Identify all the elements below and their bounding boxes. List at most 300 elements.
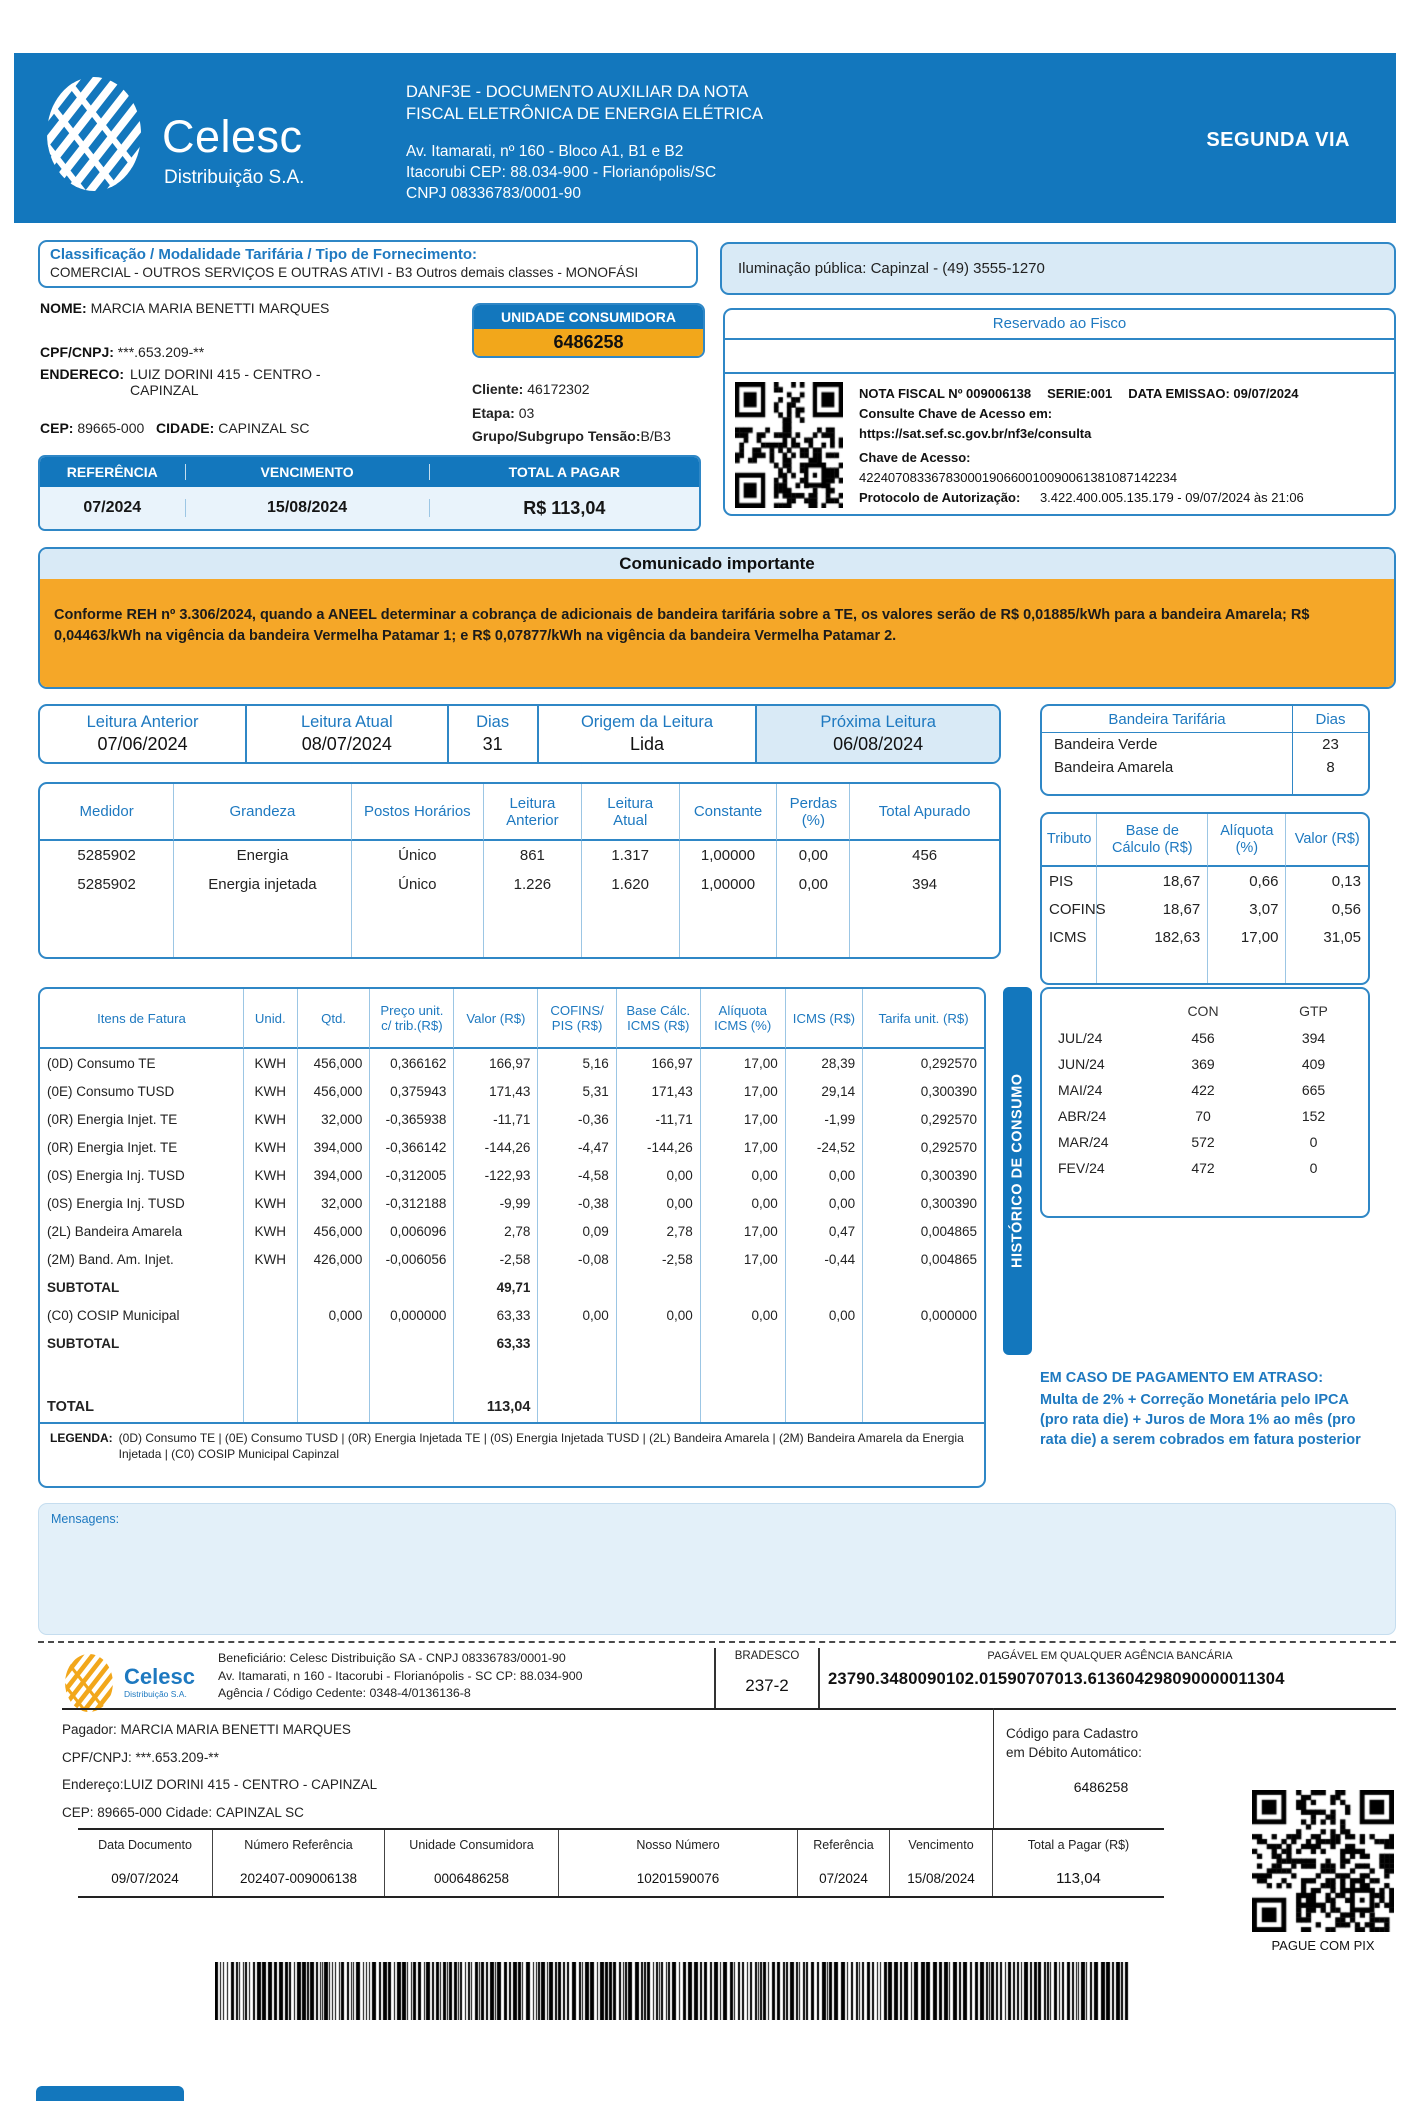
tariff-flag-days-header: Dias <box>1292 706 1368 733</box>
cell: SUBTOTAL <box>40 1329 244 1357</box>
meter-table-grid <box>40 784 999 957</box>
cell <box>1097 951 1208 983</box>
cell: Alíquota ICMS (%) <box>701 989 786 1049</box>
cell: KWH <box>244 1105 298 1133</box>
cell <box>863 1273 984 1301</box>
cell: 0,00 <box>786 1301 863 1329</box>
cell: -144,26 <box>617 1133 701 1161</box>
slip-table-header: Número Referência <box>244 1838 353 1852</box>
cpf-label: CPF/CNPJ: <box>40 344 114 360</box>
invoice-items-grid <box>40 989 984 1486</box>
cell: (0S) Energia Inj. TUSD <box>40 1189 244 1217</box>
cell <box>538 1392 616 1422</box>
customer-cpf: ***.653.209-** <box>117 344 205 360</box>
cell <box>538 1329 616 1357</box>
cell: (2M) Band. Am. Injet. <box>40 1245 244 1273</box>
messages-box <box>38 1503 1396 1635</box>
reading-cell-3 <box>539 706 758 762</box>
cell: 2,78 <box>454 1217 538 1245</box>
customer-cep: 89665-000 <box>77 420 145 436</box>
cell: 0,00 <box>701 1301 786 1329</box>
cell <box>863 1392 984 1422</box>
cell: 1.317 <box>582 841 680 870</box>
fiscal-qr-code <box>735 382 843 508</box>
slip-table-header: Unidade Consumidora <box>409 1838 534 1852</box>
cell: COFINS/ PIS (R$) <box>538 989 616 1049</box>
invoice-item-row <box>40 1105 984 1133</box>
via-label: SEGUNDA VIA <box>1206 129 1350 151</box>
history-header-row <box>1042 997 1368 1025</box>
reading-label: Leitura Anterior <box>86 713 199 731</box>
cell <box>1286 951 1368 983</box>
cell: 0,47 <box>786 1217 863 1245</box>
cell: -144,26 <box>454 1133 538 1161</box>
cell: GTP <box>1299 1003 1328 1019</box>
cell: 0,300390 <box>920 1195 977 1211</box>
cell: 0,00 <box>617 1189 701 1217</box>
fiscal-box-content <box>725 374 1394 516</box>
cell: 0,300390 <box>920 1167 977 1183</box>
cell: 456,000 <box>298 1077 371 1105</box>
slip-table-value: 202407-009006138 <box>239 1870 358 1886</box>
cell: 18,67 <box>1097 895 1208 923</box>
cell: Qtd. <box>298 989 371 1049</box>
items-filler <box>40 1357 984 1392</box>
cell: 17,00 <box>701 1133 786 1161</box>
reading-cell-4 <box>757 706 999 762</box>
slip-table-header: Vencimento <box>908 1838 974 1852</box>
history-side-label: HISTÓRICO DE CONSUMO <box>1009 1073 1026 1269</box>
grupo-label: Grupo/Subgrupo Tensão: <box>472 428 641 444</box>
cell: Itens de Fatura <box>40 989 244 1049</box>
cell: 394,000 <box>298 1133 371 1161</box>
cell <box>298 1392 371 1422</box>
cell <box>701 1392 786 1422</box>
name-label: NOME: <box>40 300 87 316</box>
customer-address-line <box>40 366 370 398</box>
etapa-value: 03 <box>518 405 535 421</box>
flag-days: 8 <box>1292 756 1368 779</box>
payer-line: Endereço:LUIZ DORINI 415 - CENTRO - CAPINZAL <box>62 1777 378 1792</box>
cell <box>1208 951 1286 983</box>
notice-title: Comunicado importante <box>40 549 1394 579</box>
cell: 0,56 <box>1331 900 1361 918</box>
cell: 0,00 <box>786 1161 863 1189</box>
etapa-label: Etapa: <box>472 405 515 421</box>
cell: Energia <box>174 841 351 870</box>
sat-url: https://sat.sef.sc.gov.br/nf3e/consulta <box>859 426 1092 441</box>
slip-table-column <box>890 1830 993 1896</box>
grupo-line <box>472 428 671 444</box>
cell: -0,365938 <box>370 1105 454 1133</box>
next-page-strip <box>36 2086 184 2101</box>
slip-table-value: 07/2024 <box>819 1870 868 1886</box>
cell: MAR/24 <box>1058 1134 1109 1150</box>
cell: TOTAL <box>40 1392 244 1422</box>
referencia-header: REFERÊNCIA <box>40 464 186 480</box>
vencimento-header: VENCIMENTO <box>186 464 430 480</box>
cell: Valor (R$) <box>1286 814 1368 867</box>
access-key-hint <box>859 404 1304 424</box>
address-line1: Av. Itamarati, nº 160 - Bloco A1, B1 e B2 <box>406 143 684 160</box>
grupo-value: B/B3 <box>640 428 671 444</box>
cell: (C0) COSIP Municipal <box>40 1301 244 1329</box>
celesc-globe-icon <box>62 1652 116 1714</box>
cell <box>352 899 484 957</box>
slip-table-value: 15/08/2024 <box>907 1870 975 1886</box>
items-header-row <box>40 989 984 1049</box>
reading-label: Próxima Leitura <box>820 713 936 731</box>
slip-table-header: Referência <box>813 1838 874 1852</box>
meter-table <box>38 782 1001 959</box>
fiscal-box <box>723 308 1396 516</box>
cell: 0,00 <box>538 1301 616 1329</box>
invoice-item-row <box>40 1161 984 1189</box>
cell: 28,39 <box>786 1049 863 1077</box>
cell: KWH <box>244 1161 298 1189</box>
cell: 17,00 <box>701 1049 786 1077</box>
cell: 5,16 <box>538 1049 616 1077</box>
etapa-line <box>472 405 534 421</box>
history-row <box>1042 1077 1368 1103</box>
cell: 0,00 <box>701 1189 786 1217</box>
invoice-item-row <box>40 1133 984 1161</box>
cell: 0,000000 <box>370 1301 454 1329</box>
cell <box>40 1357 244 1392</box>
doc-title-line2: FISCAL ELETRÔNICA DE ENERGIA ELÉTRICA <box>406 105 763 123</box>
slip-table-column <box>993 1830 1164 1896</box>
referencia-value: 07/2024 <box>40 499 186 517</box>
cell <box>538 1273 616 1301</box>
cell: Medidor <box>40 784 174 841</box>
classification-label: Classificação / Modalidade Tarifária / Tipo de Fornecimento: <box>50 246 478 263</box>
boleto-digitable-line: 23790.3480090102.01590707013.613604298090000011304 <box>828 1669 1285 1688</box>
slip-brand-sub: Distribuição S.A. <box>124 1689 187 1699</box>
cell: 152 <box>1301 1108 1326 1124</box>
cell: Único <box>352 841 484 870</box>
flag-filler <box>1042 779 1292 794</box>
flag-name: Bandeira Verde <box>1054 736 1158 753</box>
late-payment-box <box>1040 1368 1378 1450</box>
cell: Leitura Atual <box>582 784 680 841</box>
cell: -0,38 <box>538 1189 616 1217</box>
cell: SUBTOTAL <box>40 1273 244 1301</box>
brand-name: Celesc <box>162 111 303 162</box>
cell: -0,312005 <box>370 1161 454 1189</box>
cell <box>298 1357 371 1392</box>
flag-filler <box>1292 779 1368 794</box>
cell: Tarifa unit. (R$) <box>863 989 984 1049</box>
history-side-bar <box>1003 987 1032 1355</box>
cell: 1,00000 <box>680 870 778 899</box>
cell: 0,00 <box>777 870 850 899</box>
slip-divider <box>62 1708 1396 1710</box>
cell: ABR/24 <box>1058 1108 1107 1124</box>
cell <box>850 899 999 957</box>
cell: 1.620 <box>582 870 680 899</box>
invoice-series: SERIE:001 <box>1047 386 1113 401</box>
legend <box>40 1422 984 1486</box>
cell: (0S) Energia Inj. TUSD <box>40 1161 244 1189</box>
cell: Constante <box>680 784 778 841</box>
cell <box>582 899 680 957</box>
client-label: Cliente: <box>472 381 524 397</box>
auto-debit-line2: em Débito Automático: <box>1006 1745 1142 1760</box>
reading-cell-2 <box>449 706 539 762</box>
cell: (2L) Bandeira Amarela <box>40 1217 244 1245</box>
cell: -0,44 <box>786 1245 863 1273</box>
slip-table-value: 09/07/2024 <box>111 1870 179 1886</box>
classification-value: COMERCIAL - OUTROS SERVIÇOS E OUTRAS ATIVI - B3 Outros demais classes - MONOFÁSI <box>50 265 639 280</box>
debit-divider <box>993 1708 994 1828</box>
reading-cell-1 <box>247 706 448 762</box>
slip-table-column <box>385 1830 559 1896</box>
cell: 0,00 <box>786 1189 863 1217</box>
payer-line: CEP: 89665-000 Cidade: CAPINZAL SC <box>62 1804 304 1820</box>
history-row <box>1042 1129 1368 1155</box>
beneficiary-line3: Agência / Código Cedente: 0348-4/0136136-8 <box>218 1686 471 1700</box>
auto-debit-code: 6486258 <box>1073 1779 1129 1795</box>
tax-table <box>1040 812 1370 985</box>
cell: Preço unit. c/ trib.(R$) <box>370 989 454 1049</box>
reading-bar <box>38 704 1001 764</box>
cell: KWH <box>244 1245 298 1273</box>
cell <box>680 899 778 957</box>
cell: 18,67 <box>1097 867 1208 895</box>
cell: 49,71 <box>454 1273 538 1301</box>
cell: 0,004865 <box>920 1251 977 1267</box>
tax-header-row <box>1042 814 1368 867</box>
history-row <box>1042 1051 1368 1077</box>
invoice-number: NOTA FISCAL Nº 009006138 <box>859 386 1032 401</box>
cell: COFINS <box>1042 895 1097 923</box>
cell <box>1042 997 1147 1025</box>
pix-qr-code <box>1252 1790 1394 1932</box>
reading-label: Leitura Atual <box>300 713 393 731</box>
reading-label: Origem da Leitura <box>580 713 714 731</box>
cell: -11,71 <box>454 1105 538 1133</box>
cell: 0,006096 <box>370 1217 454 1245</box>
cell: 113,04 <box>454 1392 538 1422</box>
cell: 456 <box>1191 1030 1215 1046</box>
bank-code-box <box>714 1648 820 1708</box>
access-key-url <box>859 424 1304 444</box>
fiscal-text-block <box>859 382 1304 508</box>
cell: 0,00 <box>777 841 850 870</box>
cell <box>701 1329 786 1357</box>
consumer-unit-label: UNIDADE CONSUMIDORA <box>474 305 703 329</box>
cell: 0,00 <box>617 1301 701 1329</box>
cell <box>617 1329 701 1357</box>
cell: 861 <box>484 841 582 870</box>
cell: 0,000000 <box>920 1307 977 1323</box>
cell <box>40 899 174 957</box>
slip-table-header: Nosso Número <box>636 1838 720 1852</box>
fiscal-box-spacer <box>725 340 1394 374</box>
cell: 70 <box>1195 1108 1211 1124</box>
slip-table-value: 113,04 <box>1056 1869 1101 1887</box>
cell: FEV/24 <box>1058 1160 1105 1176</box>
cell: 409 <box>1301 1056 1326 1072</box>
cell: Base de Cálculo (R$) <box>1097 814 1208 867</box>
auto-debit-block <box>1006 1724 1231 1797</box>
cell: Tributo <box>1042 814 1097 867</box>
legend-text: (0D) Consumo TE | (0E) Consumo TUSD | (0R) Energia Injetada TE | (0S) Energia Injetada TUSD | (2L) Bandeira Amarela | (2M) Bandeira Amarela da Energia Injetada | (C0) COSIP Municipal Capinzal <box>118 1431 964 1461</box>
address-label: ENDERECO: <box>40 366 125 382</box>
cell: MAI/24 <box>1058 1082 1103 1098</box>
cell: (0R) Energia Injet. TE <box>40 1133 244 1161</box>
payer-block <box>62 1716 782 1826</box>
cell: -0,08 <box>538 1245 616 1273</box>
slip-table-column <box>559 1830 798 1896</box>
cell: Perdas (%) <box>777 784 850 841</box>
cell <box>298 1329 371 1357</box>
slip-summary-table <box>78 1828 1164 1898</box>
cell: 32,000 <box>298 1189 371 1217</box>
cell: Energia injetada <box>174 870 351 899</box>
cell: JUL/24 <box>1058 1030 1103 1046</box>
reading-cell-0 <box>40 706 247 762</box>
bank-name: BRADESCO <box>734 1650 800 1662</box>
cell: 0 <box>1309 1160 1318 1176</box>
invoice-item-row <box>40 1273 984 1301</box>
cell: (0R) Energia Injet. TE <box>40 1105 244 1133</box>
tariff-flag-box <box>1040 704 1370 796</box>
cell <box>484 899 582 957</box>
cell: 17,00 <box>701 1077 786 1105</box>
cell <box>370 1357 454 1392</box>
cell: -0,312188 <box>370 1189 454 1217</box>
totals-bar-values <box>40 487 699 529</box>
tax-table-grid <box>1042 814 1368 983</box>
customer-city: CAPINZAL SC <box>218 420 310 436</box>
customer-address: LUIZ DORINI 415 - CENTRO - CAPINZAL <box>130 366 321 398</box>
cell: -0,36 <box>538 1105 616 1133</box>
cell: 29,14 <box>786 1077 863 1105</box>
totals-bar-header <box>40 457 699 487</box>
invoice-emission-date: DATA EMISSAO: 09/07/2024 <box>1128 386 1299 401</box>
cell <box>298 1273 371 1301</box>
cell: 171,43 <box>617 1077 701 1105</box>
tax-row <box>1042 895 1368 923</box>
cell: CON <box>1187 1003 1219 1019</box>
cell: 182,63 <box>1097 923 1208 951</box>
cell: 0 <box>1309 1134 1318 1150</box>
cell: Único <box>352 870 484 899</box>
invoice-items-table <box>38 987 986 1488</box>
cell: 0,292570 <box>920 1139 977 1155</box>
reading-value: 31 <box>482 734 503 754</box>
cell: Valor (R$) <box>454 989 538 1049</box>
reading-value: 08/07/2024 <box>301 734 392 754</box>
cell: 0,292570 <box>920 1055 977 1071</box>
tariff-flag-title: Bandeira Tarifária <box>1042 706 1292 733</box>
customer-cpf-line <box>40 344 204 360</box>
late-payment-title: EM CASO DE PAGAMENTO EM ATRASO: <box>1040 1370 1324 1386</box>
meter-filler <box>40 899 999 957</box>
total-a-pagar-value: R$ 113,04 <box>523 497 606 518</box>
cell: 0,004865 <box>920 1223 977 1239</box>
cell: Postos Horários <box>352 784 484 841</box>
cell: 63,33 <box>454 1329 538 1357</box>
cell: 422 <box>1191 1082 1215 1098</box>
cell <box>786 1329 863 1357</box>
customer-cep-line <box>40 420 309 436</box>
cell: 0,000 <box>298 1301 371 1329</box>
total-a-pagar-header: TOTAL A PAGAR <box>508 464 621 480</box>
payable-anywhere-label: PAGÁVEL EM QUALQUER AGÊNCIA BANCÁRIA <box>987 1650 1233 1662</box>
cell: KWH <box>244 1189 298 1217</box>
public-lighting-box <box>720 242 1396 295</box>
vencimento-value: 15/08/2024 <box>186 499 430 517</box>
cell <box>454 1357 538 1392</box>
access-key-label: Chave de Acesso: <box>859 450 971 465</box>
cell <box>370 1273 454 1301</box>
cell <box>244 1329 298 1357</box>
cell: JUN/24 <box>1058 1056 1105 1072</box>
cell <box>244 1392 298 1422</box>
cell: 17,00 <box>701 1105 786 1133</box>
cell: Total Apurado <box>850 784 999 841</box>
messages-label: Mensagens: <box>51 1512 120 1526</box>
cell: Unid. <box>244 989 298 1049</box>
cell <box>244 1357 298 1392</box>
invoice-item-row <box>40 1049 984 1077</box>
bank-code: 237-2 <box>745 1676 789 1695</box>
cell: KWH <box>244 1049 298 1077</box>
cep-label: CEP: <box>40 420 74 436</box>
city-label: CIDADE: <box>155 420 215 436</box>
cell: 369 <box>1191 1056 1215 1072</box>
cell: -2,58 <box>617 1245 701 1273</box>
cell: PIS <box>1042 867 1097 895</box>
slip-celesc-logo <box>62 1652 195 1714</box>
cell: 0,66 <box>1208 867 1286 895</box>
reading-value: 06/08/2024 <box>833 734 924 754</box>
client-line <box>472 381 590 397</box>
items-total-row <box>40 1392 984 1422</box>
cell: ICMS <box>1042 923 1097 951</box>
cell <box>538 1357 616 1392</box>
cell <box>786 1392 863 1422</box>
fiscal-box-title: Reservado ao Fisco <box>725 310 1394 340</box>
cell: 394 <box>912 876 938 893</box>
cell: 5,31 <box>538 1077 616 1105</box>
cell: -1,99 <box>786 1105 863 1133</box>
consult-label: Consulte Chave de Acesso em: <box>859 406 1053 421</box>
cell <box>863 1357 984 1392</box>
doc-title-line1: DANF3E - DOCUMENTO AUXILIAR DA NOTA <box>406 83 749 101</box>
totals-bar <box>38 455 701 531</box>
cell: 572 <box>1191 1134 1215 1150</box>
cell: -4,47 <box>538 1133 616 1161</box>
cell <box>786 1273 863 1301</box>
cell: 31,05 <box>1323 928 1361 946</box>
consumer-unit-number: 6486258 <box>474 329 703 356</box>
invoice-item-row <box>40 1217 984 1245</box>
cell: ICMS (R$) <box>786 989 863 1049</box>
cell: KWH <box>244 1133 298 1161</box>
cell <box>617 1357 701 1392</box>
slip-table-column <box>798 1830 890 1896</box>
slip-table-value: 0006486258 <box>433 1870 510 1886</box>
cell: -122,93 <box>454 1161 538 1189</box>
cell <box>370 1329 454 1357</box>
authorization-protocol-line <box>859 488 1304 508</box>
flag-days: 23 <box>1292 733 1368 756</box>
slip-table-header: Data Documento <box>98 1838 192 1852</box>
cell: 456,000 <box>298 1217 371 1245</box>
